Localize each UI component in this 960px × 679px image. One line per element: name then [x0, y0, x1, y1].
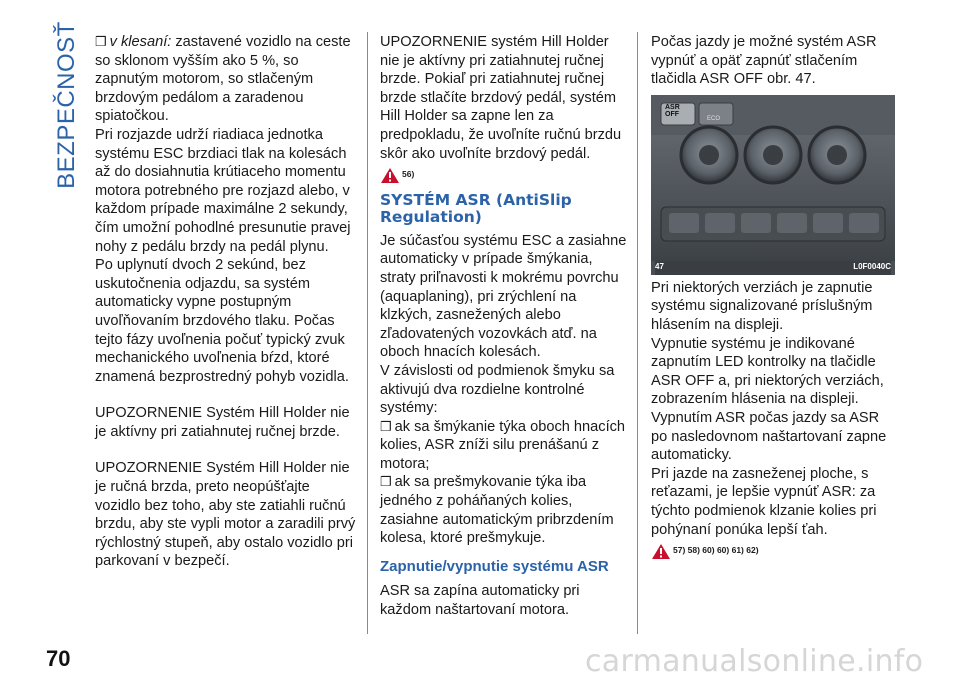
- warning-triangle-icon: [651, 543, 671, 560]
- section-heading: SYSTÉM ASR (AntiSlip Regulation): [380, 190, 572, 226]
- paragraph: Vypnutie systému je indikované zapnutím LED kontrolky na tlačidle ASR OFF a, pri niektorých verziách, zobrazením hlásenia na displeji.: [651, 335, 884, 408]
- lead-italic: v klesaní:: [109, 34, 172, 50]
- warning-ref-text: 57) 58) 60) 60) 61) 62): [673, 545, 759, 556]
- asr-off-button-label: ASR OFF: [665, 103, 680, 118]
- column-divider: [637, 32, 638, 634]
- bullet-paragraph: [95, 33, 357, 126]
- paragraph: Pri niektorých verziách je zapnutie systému signalizované príslušným hlásením na displeji.: [651, 279, 873, 333]
- checkbox-bullet-icon: ❒: [380, 474, 392, 490]
- warning-triangle-icon: [380, 167, 400, 184]
- notice-paragraph: UPOZORNENIE Systém Hill Holder nie je ručná brzda, preto neopúšťajte vozidlo bez toho, aby ste zatiahli ručnú brzdu, aby ste vypli motor a zaradili prvý rýchlostný stupeň, aby ostalo vozidlo pri parkovaní v bezpečí.: [95, 460, 356, 570]
- checkbox-bullet-icon: ❒: [380, 418, 392, 434]
- paragraph: Počas jazdy je možné systém ASR vypnúť a opäť zapnúť stlačením tlačidla ASR OFF obr. 47.: [651, 34, 877, 88]
- subheading: Zapnutie/vypnutie systému ASR: [380, 557, 609, 575]
- dashboard-photo-illustration: [651, 95, 895, 261]
- paragraph: Po uplynutí dvoch 2 sekúnd, bez uskutočnenia odjazdu, sa systém automaticky vypne postupným uvoľňovaním brzdového tlaku. Počas tejto fázy uvoľnenia počuť typický zvuk mechanického uvoľnenia bŕzd, ktoré znamená bezprostredný pohyb vozidla.: [95, 257, 349, 385]
- column-3: [651, 33, 899, 568]
- bullet-text: ak sa šmýkanie týka oboch hnacích kolies, ASR zníži silu prenášanú z motora;: [380, 418, 626, 472]
- warning-ref-text: 56): [402, 169, 415, 180]
- bullet-text: ak sa prešmykovanie týka iba jedného z poháňaných kolies, zasiahne automatickým pribrzdením kolesa, ktoré prešmykuje.: [380, 474, 614, 547]
- column-1: [95, 33, 357, 571]
- bullet-item: [380, 473, 630, 547]
- paragraph: Vypnutím ASR počas jazdy sa ASR po nasledovnom naštartovaní zapne automaticky.: [651, 409, 887, 464]
- warning-reference: [651, 541, 899, 560]
- figure-number: 47: [655, 262, 664, 272]
- figure-code: L0F0040C: [853, 262, 891, 272]
- column-divider: [367, 32, 368, 634]
- paragraph: V závislosti od podmienok šmyku sa aktivujú dva rozdielne kontrolné systémy:: [380, 362, 615, 417]
- paragraph: Je súčasťou systému ESC a zasiahne automaticky v prípade šmýkania, straty priľnavosti k mokrému povrchu (aquaplaning), pri zrýchlení na klzkých, zasnežených alebo zľadovatených vozovkách atď. na oboch hnacích kolesách.: [380, 232, 627, 361]
- watermark: carmanualsonline.info: [585, 644, 924, 679]
- paragraph: Pri rozjazde udrží riadiaca jednotka systému ESC brzdiaci tlak na kolesách až do dosiahnutia krútiaceho momentu motora potrebného pre rozjazd alebo, v každom prípade maximálne 2 sekundy, čím umožní pohodlné presunutie pravej nohy z pedálu brzdy na pedál plynu.: [95, 126, 351, 255]
- paragraph: Pri jazde na zasneženej ploche, s reťazami, je lepšie vypnúť ASR: za týchto podmienok klzanie kolies pri pohýnaní ponúka lepší ťah.: [651, 465, 877, 538]
- section-title-text: BEZPEČNOSŤ: [53, 21, 81, 189]
- notice-paragraph: UPOZORNENIE Systém Hill Holder nie je aktívny pri zatiahnutej ručnej brzde.: [95, 405, 350, 440]
- figure-caption: [655, 261, 891, 275]
- paragraph: ASR sa zapína automaticky pri každom naštartovaní motora.: [380, 583, 580, 619]
- notice-paragraph: UPOZORNENIE systém Hill Holder nie je aktívny pri zatiahnutej ručnej brzde. Pokiaľ pri zatiahnutej ručnej brzde stlačíte brzdový pedál, systém Hill Holder sa zapne len za predpokladu, že uvoľníte ručnú brzdu skôr ako uvoľníte brzdový pedál.: [380, 34, 622, 162]
- bullet-item: [380, 418, 630, 474]
- page-number: 70: [46, 646, 71, 671]
- section-title: [47, 21, 87, 189]
- eco-button-label: ECO: [707, 115, 721, 122]
- lead-text: zastavené vozidlo na ceste so sklonom vyšším ako 5 %, so zapnutým motorom, so stlačeným brzdovým pedálom a zaradenou spiatočkou.: [95, 34, 351, 125]
- checkbox-bullet-icon: ❒: [95, 34, 107, 49]
- warning-reference: [380, 165, 630, 184]
- column-2: [380, 33, 630, 620]
- dashboard-figure: [651, 95, 895, 275]
